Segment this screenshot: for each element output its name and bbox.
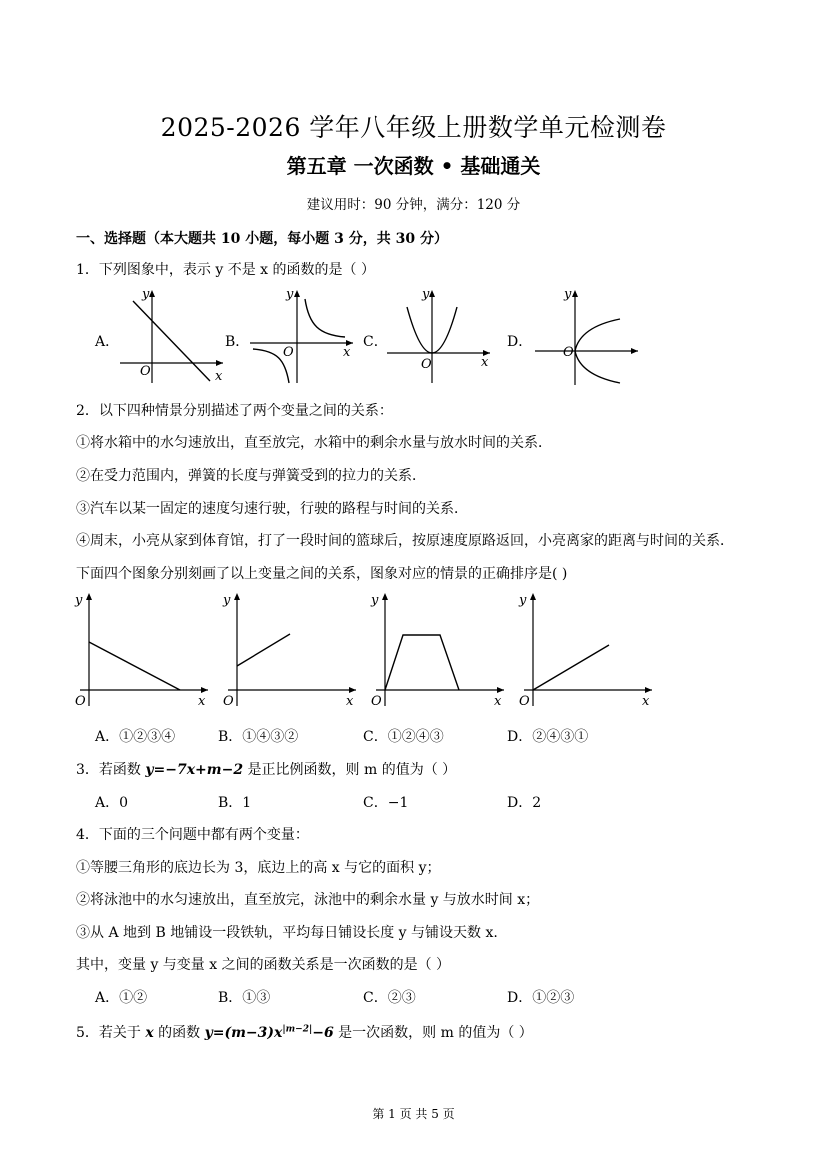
q1-graph-c — [385, 285, 500, 385]
q1-option-a-label: A． — [95, 334, 120, 350]
page-title: 2025-2026 学年八年级上册数学单元检测卷 — [160, 113, 667, 142]
q2-option-c: C．①②④③ — [363, 729, 444, 745]
q2-option-a: A．①②③④ — [95, 729, 176, 745]
svg-text:O: O — [563, 345, 574, 360]
q3-formula: y=−7x+m−2 — [145, 762, 244, 778]
q4-item-3: ③从 A 地到 B 地铺设一段铁轨，平均每日铺设长度 y 与铺设天数 x. — [76, 925, 498, 941]
section-heading: 一、选择题（本大题共 10 小题，每小题 3 分，共 30 分） — [76, 231, 448, 247]
q5-stem: 5．若关于 x 的函数 $y=(m-3)x^{|m-2|}-6$ 是一次函数，则 m 的值为（ ） — [76, 1024, 533, 1041]
q2-item-4: ④周末，小亮从家到体育馆，打了一段时间的篮球后，按原速度原路返回，小亮离家的距离与时间的关系． — [76, 533, 734, 549]
q3-stem: 3．若函数 y=−7x+m−2 是正比例函数，则 m 的值为（ ） — [76, 762, 457, 778]
svg-text:y: y — [564, 287, 572, 302]
q4-option-a: A．①② — [95, 990, 148, 1006]
q1-option-c-label: C． — [363, 334, 388, 350]
q2-option-d: D．②④③① — [507, 729, 589, 745]
q4-item-1: ①等腰三角形的底边长为 3，底边上的高 x 与它的面积 y； — [76, 860, 441, 876]
q2-graph-1 — [72, 588, 212, 710]
svg-text:O: O — [75, 694, 86, 709]
svg-text:y: y — [519, 593, 527, 608]
q1-graph-d — [530, 285, 645, 385]
q4-item-2: ②将泳池中的水匀速放出，直至放完，泳池中的剩余水量 y 与放水时间 x； — [76, 892, 540, 908]
q1-stem: 1．下列图象中，表示 y 不是 x 的函数的是（ ） — [76, 262, 375, 278]
page-subtitle: 第五章 一次函数 • 基础通关 — [286, 154, 541, 178]
svg-text:x: x — [642, 694, 650, 709]
svg-text:O: O — [421, 357, 432, 372]
svg-text:x: x — [343, 345, 351, 360]
svg-text:O: O — [519, 694, 530, 709]
svg-text:x: x — [346, 694, 354, 709]
q1-option-b-label: B． — [225, 334, 250, 350]
q1-graph-b — [245, 285, 360, 385]
q3-option-c: C．−1 — [363, 795, 409, 811]
svg-text:O: O — [223, 694, 234, 709]
q2-graph-2 — [220, 588, 360, 710]
q5-formula: y=(m−3)x — [204, 1025, 283, 1041]
q2-item-1: ①将水箱中的水匀速放出，直至放完，水箱中的剩余水量与放水时间的关系． — [76, 435, 552, 451]
svg-text:O: O — [371, 694, 382, 709]
svg-text:x: x — [481, 355, 489, 370]
q3-option-d: D．2 — [507, 795, 542, 811]
svg-text:y: y — [75, 593, 83, 608]
page-number: 第 1 页 共 5 页 — [372, 1107, 455, 1121]
svg-text:y: y — [422, 287, 430, 302]
q4-option-d: D．①②③ — [507, 990, 575, 1006]
q2-item-3: ③汽车以某一固定的速度匀速行驶，行驶的路程与时间的关系． — [76, 501, 468, 517]
svg-text:y: y — [286, 287, 294, 302]
q2-graph-3 — [368, 588, 508, 710]
q4-stem: 4．下面的三个问题中都有两个变量： — [76, 827, 309, 843]
svg-text:x: x — [198, 694, 206, 709]
svg-text:y: y — [223, 593, 231, 608]
q3-option-b: B．1 — [218, 795, 252, 811]
q4-option-b: B．①③ — [218, 990, 271, 1006]
q2-item-2: ②在受力范围内，弹簧的长度与弹簧受到的拉力的关系． — [76, 468, 426, 484]
q2-stem: 2．以下四种情景分别描述了两个变量之间的关系： — [76, 403, 393, 419]
x-label: x — [215, 369, 223, 384]
q1-graph-a — [115, 285, 230, 385]
origin-label: O — [140, 364, 151, 379]
q2-option-b: B．①④③② — [218, 729, 299, 745]
svg-text:x: x — [494, 694, 502, 709]
q2-prompt: 下面四个图象分别刻画了以上变量之间的关系，图象对应的情景的正确排序是( ) — [76, 566, 568, 582]
q2-graph-4 — [516, 588, 656, 710]
q4-prompt: 其中，变量 y 与变量 x 之间的函数关系是一次函数的是（ ） — [76, 957, 451, 973]
time-score-note: 建议用时：90 分钟，满分：120 分 — [306, 197, 521, 213]
svg-text:y: y — [371, 593, 379, 608]
y-label: y — [142, 287, 150, 302]
svg-text:O: O — [283, 345, 294, 360]
q4-option-c: C．②③ — [363, 990, 416, 1006]
q3-option-a: A．0 — [95, 795, 129, 811]
q1-option-d-label: D． — [507, 334, 533, 350]
